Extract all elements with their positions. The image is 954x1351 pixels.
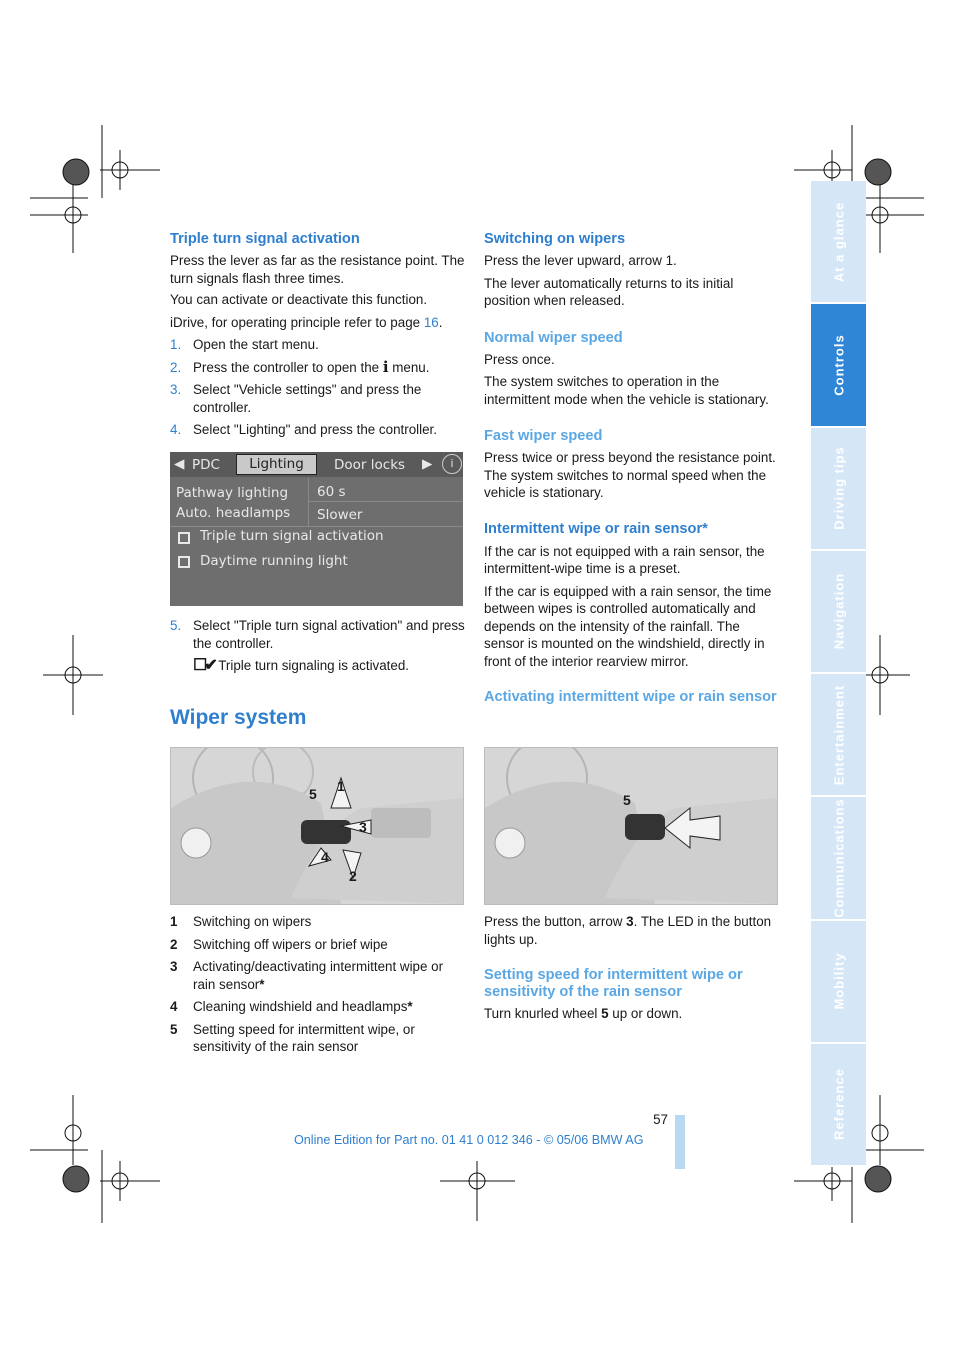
wiper-lever-photo bbox=[170, 747, 464, 905]
edition-line: Online Edition for Part no. 01 41 0 012 346 - © 05/06 BMW AG bbox=[294, 1133, 644, 1147]
result-line: ☐✔ Triple turn signaling is activated. bbox=[193, 657, 410, 674]
list-item: 5 Setting speed for intermittent wipe, or sensitivity of the rain sensor bbox=[170, 1021, 415, 1054]
arrow-left-icon: ◀ bbox=[174, 456, 185, 472]
tab-communications[interactable]: Communications bbox=[811, 797, 866, 920]
tab-pdc: PDC bbox=[192, 457, 220, 473]
arrow-right-icon: ▶ bbox=[422, 456, 433, 472]
callout-label: 5 bbox=[623, 792, 631, 808]
legend bbox=[170, 913, 465, 1056]
left-column-after-screen bbox=[170, 617, 465, 675]
list-item: 4 Cleaning windshield and headlamps* bbox=[170, 999, 413, 1014]
callout-label: 3 bbox=[359, 819, 367, 835]
tab-driving-tips[interactable]: Driving tips bbox=[811, 428, 866, 551]
info-icon: i bbox=[442, 454, 462, 474]
tab-navigation[interactable]: Navigation bbox=[811, 551, 866, 674]
paragraph: Press twice or press beyond the resistance point. bbox=[484, 450, 776, 465]
callout-label: 4 bbox=[321, 849, 329, 865]
row-label: Pathway lighting bbox=[176, 485, 289, 501]
page-marker-bar bbox=[675, 1115, 685, 1169]
tab-entertainment[interactable]: Entertainment bbox=[811, 674, 866, 797]
paragraph: Press the lever upward, arrow 1. bbox=[484, 253, 677, 268]
checkbox-icon bbox=[178, 556, 190, 568]
wiper-button-photo bbox=[484, 747, 778, 905]
paragraph: Press the button, arrow 3. The LED in the button lights up. bbox=[484, 914, 772, 947]
tab-controls[interactable]: Controls bbox=[811, 304, 866, 427]
fast-speed-heading: Fast wiper speed bbox=[484, 428, 603, 444]
activating-heading: Activating intermittent wipe or rain sensor bbox=[484, 689, 777, 705]
paragraph: If the car is equipped with a rain sensor, the time between wipes is controlled automatically and depends on the intensity of the rainfall. The sensor is mounted on the windshield, directly in front of the interior rearview mirror. bbox=[484, 583, 772, 669]
idrive-screen bbox=[170, 452, 463, 606]
switching-heading: Switching on wipers bbox=[484, 231, 626, 247]
paragraph: Turn knurled wheel 5 up or down. bbox=[484, 1006, 683, 1021]
paragraph: The lever automatically returns to its initial position when released. bbox=[484, 275, 734, 308]
paragraph: The system switches to normal speed when the vehicle is stationary. bbox=[484, 467, 767, 500]
list-item: 4. Select "Lighting" and press the controller. bbox=[170, 422, 437, 437]
setting-heading: Setting speed for intermittent wipe or sensitivity of the rain sensor bbox=[484, 967, 743, 1000]
chapter-tabs bbox=[811, 181, 866, 1167]
page-number: 57 bbox=[653, 1112, 668, 1127]
left-column bbox=[170, 231, 465, 439]
paragraph: The system switches to operation in the intermittent mode when the vehicle is stationary. bbox=[484, 374, 769, 407]
tab-at-a-glance[interactable]: At a glance bbox=[811, 181, 866, 304]
triple-turn-heading: Triple turn signal activation bbox=[170, 231, 360, 247]
info-icon: i bbox=[382, 357, 389, 376]
tab-door-locks: Door locks bbox=[334, 457, 406, 473]
row-value: 60 s bbox=[317, 484, 346, 500]
callout-label: 1 bbox=[337, 778, 345, 794]
intermittent-heading: Intermittent wipe or rain sensor* bbox=[484, 520, 708, 537]
steps-list bbox=[170, 617, 465, 652]
row-label: Auto. headlamps bbox=[176, 505, 291, 521]
row-label: Daytime running light bbox=[200, 553, 348, 569]
tab-mobility[interactable]: Mobility bbox=[811, 921, 866, 1044]
list-item: 1 Switching on wipers bbox=[170, 914, 312, 929]
wiper-heading: Wiper system bbox=[170, 706, 307, 729]
tab-reference[interactable]: Reference bbox=[811, 1044, 866, 1167]
page-link[interactable]: 16 bbox=[423, 314, 439, 330]
right-column-bottom bbox=[484, 913, 779, 1023]
row-value: Slower bbox=[317, 507, 363, 523]
steps-list bbox=[170, 336, 465, 439]
checkbox-icon bbox=[178, 532, 190, 544]
right-column bbox=[484, 231, 779, 706]
callout-label: 2 bbox=[349, 868, 357, 884]
paragraph: iDrive, for operating principle refer to page 16. bbox=[170, 314, 443, 330]
paragraph: If the car is not equipped with a rain sensor, the intermittent-wipe time is a preset. bbox=[484, 543, 765, 576]
paragraph: You can activate or deactivate this function. bbox=[170, 292, 428, 307]
row-label: Triple turn signal activation bbox=[200, 528, 384, 544]
list-item: 5. Select "Triple turn signal activation" and press the controller. bbox=[170, 618, 465, 651]
list-item: 3 Activating/deactivating intermittent wipe or rain sensor* bbox=[170, 959, 444, 992]
checkmark-icon: ☐✔ bbox=[193, 657, 215, 674]
list-item: 1. Open the start menu. bbox=[170, 337, 319, 352]
list-item: 3. Select "Vehicle settings" and press the controller. bbox=[170, 382, 422, 415]
list-item: 2. Press the controller to open the i menu. bbox=[170, 357, 430, 376]
tab-lighting: Lighting bbox=[236, 454, 317, 475]
paragraph: Press the lever as far as the resistance point. The turn signals flash three times. bbox=[170, 253, 465, 286]
list-item: 2 Switching off wipers or brief wipe bbox=[170, 936, 388, 952]
paragraph: Press once. bbox=[484, 351, 555, 367]
normal-speed-heading: Normal wiper speed bbox=[484, 329, 623, 346]
callout-label: 5 bbox=[309, 786, 317, 802]
